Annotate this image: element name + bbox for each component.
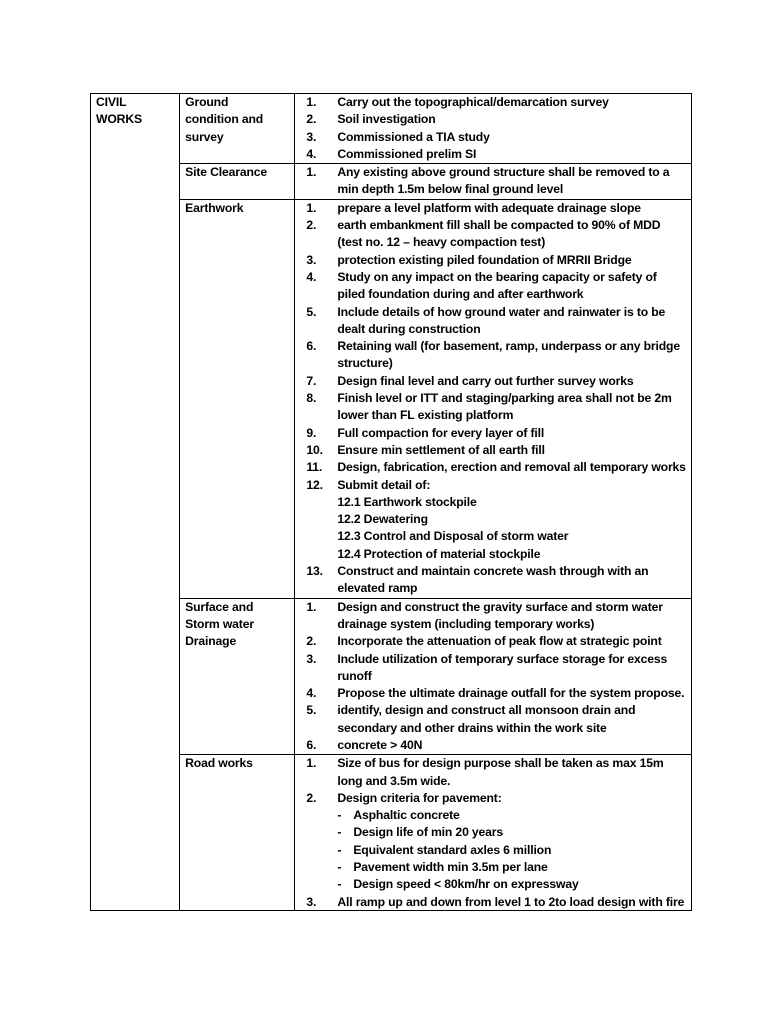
list-item-number: 2.	[306, 634, 317, 649]
list-item-number: 11.	[306, 460, 323, 475]
list-item	[306, 304, 687, 339]
list-item-text: Commissioned a TIA study	[337, 129, 490, 144]
list-item-number: 2.	[306, 218, 317, 233]
section-row	[91, 94, 692, 164]
section-title-cell	[180, 199, 295, 598]
civil-works-table	[90, 93, 692, 911]
list-item	[306, 338, 687, 373]
dash-item-text: Equivalent standard axles 6 million	[353, 842, 552, 857]
list-item-number: 1.	[306, 599, 317, 614]
list-item-number: 13.	[306, 564, 323, 579]
list-item	[306, 111, 687, 128]
list-item-number: 12.	[306, 477, 323, 492]
dash-bullet-icon: -	[337, 825, 342, 840]
list-item-text: All ramp up and down from level 1 to 2to load design with fire	[337, 894, 685, 909]
section-items-cell	[295, 598, 692, 755]
section-title: Ground condition and survey	[185, 95, 264, 144]
list-item-text: Commissioned prelim SI	[337, 146, 477, 161]
dash-item	[306, 842, 687, 859]
list-item	[306, 129, 687, 146]
section-row	[91, 598, 692, 755]
dash-bullet-icon: -	[337, 808, 342, 823]
section-title-cell	[180, 598, 295, 755]
dash-bullet-icon: -	[337, 860, 342, 875]
list-item-text: Include utilization of temporary surface storage for excess runoff	[337, 651, 668, 683]
sub-item: 12.1 Earthwork stockpile	[337, 494, 477, 509]
sub-item: 12.4 Protection of material stockpile	[337, 546, 541, 561]
list-item-text: Construct and maintain concrete wash through with an elevated ramp	[337, 564, 649, 596]
section-row	[91, 755, 692, 911]
dash-item	[306, 859, 687, 876]
list-item-number: 8.	[306, 391, 317, 406]
list-item	[306, 737, 687, 754]
list-item-number: 1.	[306, 756, 317, 771]
list-item-number: 6.	[306, 737, 317, 752]
list-item	[306, 790, 687, 807]
list-item-number: 4.	[306, 686, 317, 701]
list-item-text: Design, fabrication, erection and removal all temporary works	[337, 460, 686, 475]
sub-item: 12.2 Dewatering	[337, 512, 428, 527]
list-item-text: Size of bus for design purpose shall be taken as max 15m long and 3.5m wide.	[337, 756, 664, 788]
list-item-number: 1.	[306, 95, 317, 109]
section-title: Earthwork	[185, 200, 244, 215]
section-items-cell	[295, 94, 692, 164]
list-item	[306, 217, 687, 252]
list-item-text: Full compaction for every layer of fill	[337, 425, 545, 440]
list-item-text: Propose the ultimate drainage outfall for the system propose.	[337, 686, 685, 701]
section-items-cell	[295, 199, 692, 598]
dash-item-text: Design life of min 20 years	[353, 825, 504, 840]
list-item-number: 7.	[306, 373, 317, 388]
list-item	[306, 755, 687, 790]
list-item	[306, 702, 687, 737]
section-title-cell	[180, 94, 295, 164]
list-item	[306, 633, 687, 650]
list-item	[306, 599, 687, 634]
list-item-number: 3.	[306, 894, 317, 909]
list-item-text: identify, design and construct all monsoon drain and secondary and other drains within the work site	[337, 703, 636, 735]
category-label: CIVIL WORKS	[96, 95, 142, 127]
list-item-text: concrete > 40N	[337, 737, 423, 752]
list-item-text: Submit detail of:	[337, 477, 431, 492]
list-item-number: 1.	[306, 165, 317, 180]
list-item-text: Finish level or ITT and staging/parking area shall not be 2m lower than FL existing platform	[337, 391, 672, 423]
list-item-text: Carry out the topographical/demarcation survey	[337, 95, 609, 109]
list-item-text: Incorporate the attenuation of peak flow at strategic point	[337, 634, 662, 649]
list-item	[306, 146, 687, 163]
list-item-text: Design final level and carry out further survey works	[337, 373, 634, 388]
section-title-cell	[180, 755, 295, 911]
list-item	[306, 442, 687, 459]
dash-item	[306, 876, 687, 893]
list-item-number: 9.	[306, 425, 317, 440]
section-title: Site Clearance	[185, 165, 268, 180]
list-item	[306, 390, 687, 425]
list-item-number: 5.	[306, 703, 317, 718]
list-item-text: protection existing piled foundation of MRRII Bridge	[337, 252, 632, 267]
list-item	[306, 425, 687, 442]
list-item-text: Soil investigation	[337, 112, 436, 127]
list-item-number: 3.	[306, 252, 317, 267]
list-item-text: prepare a level platform with adequate drainage slope	[337, 200, 641, 215]
list-item	[306, 477, 687, 494]
list-item-text: Retaining wall (for basement, ramp, underpass or any bridge structure)	[337, 339, 680, 371]
section-title: Road works	[185, 756, 253, 771]
list-item-number: 2.	[306, 790, 317, 805]
list-item-number: 10.	[306, 442, 323, 457]
list-item-text: Design and construct the gravity surface and storm water drainage system (including temporary works)	[337, 599, 663, 631]
list-item-text: Any existing above ground structure shall be removed to a min depth 1.5m below final ground level	[337, 165, 670, 197]
dash-item	[306, 824, 687, 841]
list-item-number: 1.	[306, 200, 317, 215]
list-item	[306, 94, 687, 111]
list-item-number: 4.	[306, 269, 317, 284]
list-item	[306, 459, 687, 476]
list-item	[306, 894, 687, 911]
list-item-number: 5.	[306, 304, 317, 319]
list-item-text: Study on any impact on the bearing capacity or safety of piled foundation during and after earthwork	[337, 269, 657, 302]
section-items-cell	[295, 164, 692, 200]
list-item-text: Ensure min settlement of all earth fill	[337, 442, 545, 457]
list-item	[306, 200, 687, 217]
list-item	[306, 373, 687, 390]
dash-item-text: Design speed < 80km/hr on expressway	[353, 877, 579, 892]
dash-item-text: Pavement width min 3.5m per lane	[353, 860, 548, 875]
section-title: Surface and Storm water Drainage	[185, 599, 254, 649]
list-item-number: 6.	[306, 339, 317, 354]
category-cell	[91, 94, 180, 911]
dash-bullet-icon: -	[337, 842, 342, 857]
section-items-cell	[295, 755, 692, 911]
list-item-text: Include details of how ground water and rainwater is to be dealt during construction	[337, 304, 666, 336]
list-item	[306, 252, 687, 269]
list-item	[306, 269, 687, 304]
section-title-cell	[180, 164, 295, 200]
list-item	[306, 685, 687, 702]
list-item	[306, 563, 687, 598]
list-item	[306, 164, 687, 199]
list-item-number: 2.	[306, 112, 317, 127]
list-item	[306, 651, 687, 686]
list-item-number: 3.	[306, 129, 317, 144]
dash-item-text: Asphaltic concrete	[353, 808, 460, 823]
dash-item	[306, 807, 687, 824]
list-item-text: earth embankment fill shall be compacted to 90% of MDD (test no. 12 – heavy compaction test)	[337, 218, 661, 250]
list-item-number: 3.	[306, 651, 317, 666]
sub-item: 12.3 Control and Disposal of storm water	[337, 529, 569, 544]
list-item-text: Design criteria for pavement:	[337, 790, 502, 805]
list-item-number: 4.	[306, 146, 317, 161]
section-row	[91, 164, 692, 200]
dash-bullet-icon: -	[337, 877, 342, 892]
section-row	[91, 199, 692, 598]
